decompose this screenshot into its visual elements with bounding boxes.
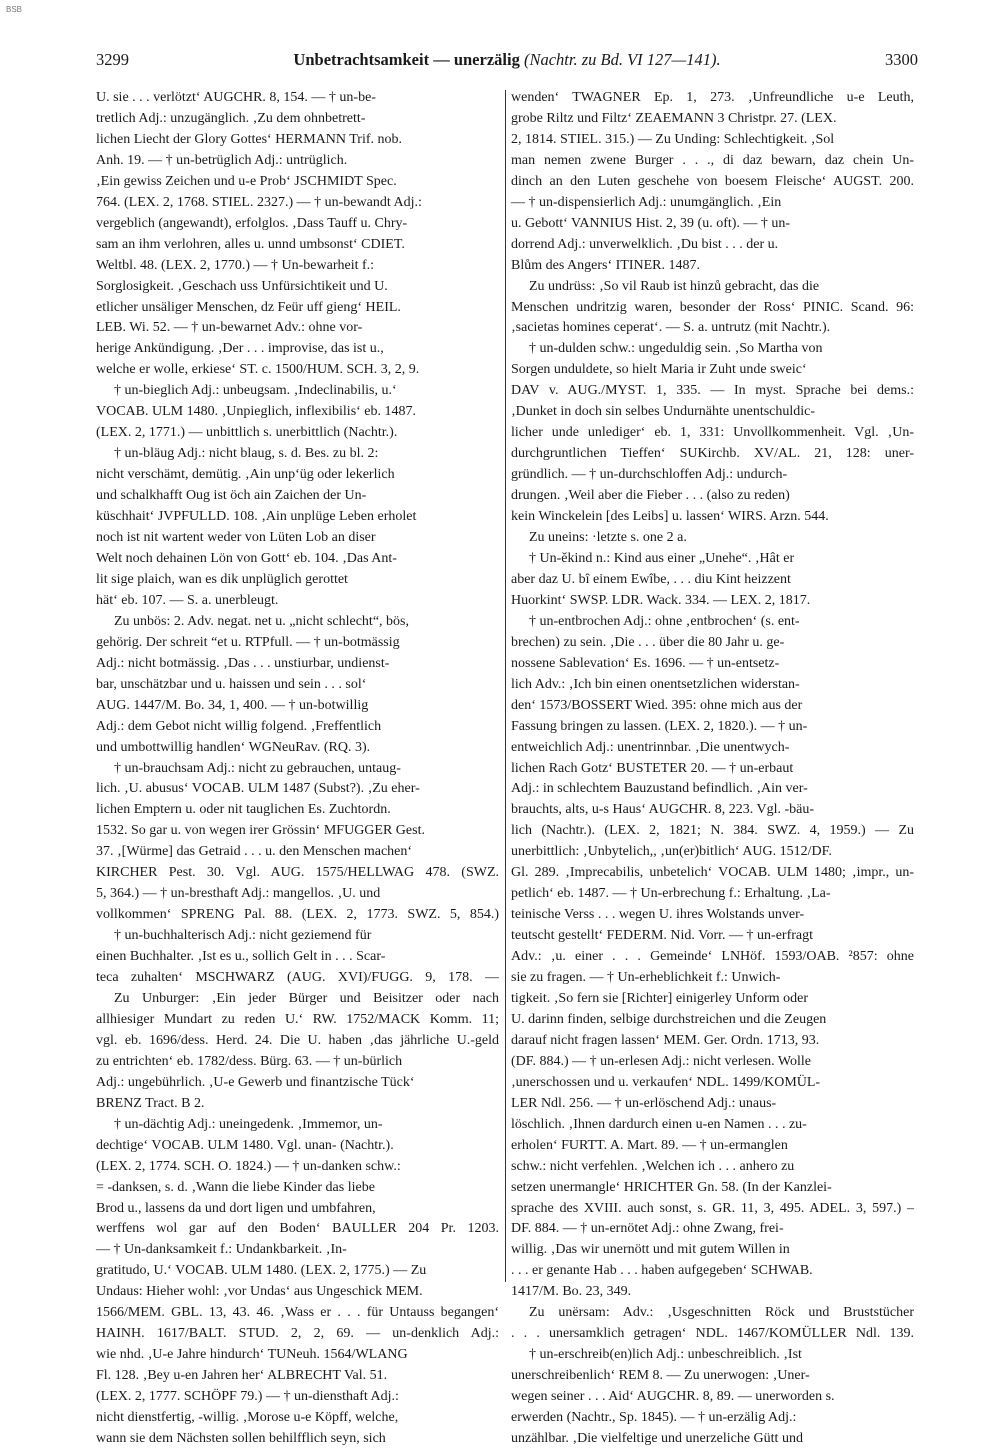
text-line: werffens wol gar auf den Boden‘ BAULLER 204 Pr. 1203. bbox=[96, 1221, 499, 1237]
text-line: nicht verschämt, demütig. ‚Ain unp‘üg oder lekerlich bbox=[96, 467, 395, 483]
text-line: † un-buchhalterisch Adj.: nicht geziemend für bbox=[114, 928, 372, 944]
text-line: HAINH. 1617/BALT. STUD. 2, 2, 69. — un-denklich Adj.: bbox=[96, 1326, 499, 1342]
text-line: lich. ‚U. abusus‘ VOCAB. ULM 1487 (Subst?). ‚Zu eher- bbox=[96, 781, 420, 797]
text-line: nossene Sablevation‘ Es. 1696. — † un-entsetz- bbox=[511, 655, 780, 671]
text-line: ‚unerschossen und u. verkaufen‘ NDL. 1499/KOMÜL- bbox=[511, 1074, 821, 1090]
text-line: 1566/MEM. GBL. 13, 43. 46. ‚Wass er . . . für Untauss begangen‘ bbox=[96, 1305, 499, 1321]
title-headwords: Unbetrachtsamkeit — unerzälig bbox=[293, 50, 520, 69]
text-line: Menschen undritzig waren, besonder der Ross‘ PINIC. Scand. 96: bbox=[511, 299, 914, 315]
text-line: — † Un-danksamkeit f.: Undankbarkeit. ‚In- bbox=[96, 1242, 347, 1258]
text-line: lit sige plaich, wan es dik unplüglich gerottet bbox=[96, 571, 348, 587]
text-line: Zu Unburger: ‚Ein jeder Bürger und Beisitzer oder nach bbox=[114, 990, 499, 1006]
text-line: den‘ 1573/BOSSERT Wied. 395: ohne mich aus der bbox=[511, 697, 803, 713]
text-line: etlicher unsäliger Menschen, dz Feür uff gieng‘ HEIL. bbox=[96, 299, 401, 315]
text-line: sam an ihm verlohren, alles u. unnd umbsonst‘ CDIET. bbox=[96, 236, 405, 252]
text-line: AUG. 1447/M. Bo. 34, 1, 400. — † un-botwillig bbox=[96, 697, 369, 713]
text-line: petlich‘ eb. 1487. — † Un-erbrechung f.: Erhaltung. ‚La- bbox=[511, 886, 831, 902]
text-line: u. Gebott‘ VANNIUS Hist. 2, 39 (u. oft). — † un- bbox=[511, 215, 791, 231]
text-line: (LEX. 2, 1771.) — unbittlich s. unerbittlich (Nachtr.). bbox=[96, 425, 398, 441]
text-line: nicht dienstfertig, -willig. ‚Morose u-e Köpff, welche, bbox=[96, 1410, 399, 1426]
text-line: 5, 364.) — † un-bresthaft Adj.: mangellos. ‚U. und bbox=[96, 886, 381, 902]
text-line: schw.: nicht verfehlen. ‚Welchen ich . . . anhero zu bbox=[511, 1158, 795, 1174]
text-line: 2, 1814. STIEL. 315.) — Zu Unding: Schlechtigkeit. ‚Sol bbox=[511, 131, 835, 147]
text-line: — † un-dispensierlich Adj.: unumgänglich. ‚Ein bbox=[511, 194, 782, 210]
text-line: Adj.: ungebührlich. ‚U-e Gewerb und finantzische Tück‘ bbox=[96, 1074, 415, 1090]
text-line: † un-dulden schw.: ungeduldig sein. ‚So Martha von bbox=[529, 341, 823, 357]
text-line: küschhait‘ JVPFULLD. 108. ‚Ain unplüge Leben erholet bbox=[96, 509, 417, 525]
text-line: Sorglosigkeit. ‚Geschach uss Unfürsichtikeit und U. bbox=[96, 278, 388, 294]
text-line: Weltbl. 48. (LEX. 2, 1770.) — † Un-bewarheit f.: bbox=[96, 257, 375, 273]
text-line: und umbottwillig handlen‘ WGNeuRav. (RQ. 3). bbox=[96, 739, 371, 755]
text-line: brechen) zu sein. ‚Die . . . über die 80 Jahr u. ge- bbox=[511, 634, 785, 650]
text-line: Sorgen unduldete, so hielt Maria ir Zuht unde sweic‘ bbox=[511, 362, 807, 378]
text-line: 764. (LEX. 2, 1768. STIEL. 2327.) — † un-bewandt Adj.: bbox=[96, 194, 422, 210]
text-line: 1532. So gar u. von wegen irer Grössin‘ MFUGGER Gest. bbox=[96, 823, 425, 839]
text-line: ‚Ein gewiss Zeichen und u-e Prob‘ JSCHMIDT Spec. bbox=[96, 173, 397, 189]
text-line: brauchts, alts, u-s Haus‘ AUGCHR. 8, 223. Vgl. -bäu- bbox=[511, 802, 815, 818]
text-line: (LEX. 2, 1777. SCHÖPF 79.) — † un-diensthaft Adj.: bbox=[96, 1389, 399, 1405]
text-line: † un-bieglich Adj.: unbeugsam. ‚Indeclinabilis, u.‘ bbox=[114, 383, 397, 399]
text-line: lichen Liecht der Glory Gottes‘ HERMANN Trif. nob. bbox=[96, 131, 403, 147]
text-line: . . . er genante Hab . . . haben aufgegeben‘ SCHWAB. bbox=[511, 1263, 813, 1279]
running-title bbox=[96, 48, 918, 72]
page-number-right: 3300 bbox=[885, 50, 918, 69]
text-line: teca zuhalten‘ MSCHWARZ (AUG. XVI)/FUGG. 9, 178. — bbox=[96, 970, 499, 986]
text-line: U. darinn finden, selbige durchstreichen und die Zeugen bbox=[511, 1011, 827, 1027]
text-line: DF. 884. — † un-ernötet Adj.: ohne Zwang, frei- bbox=[511, 1221, 784, 1237]
text-line: Huorkint‘ SWSP. LDR. Wack. 334. — LEX. 2, 1817. bbox=[511, 592, 811, 608]
text-line: † un-brauchsam Adj.: nicht zu gebrauchen, untaug- bbox=[114, 760, 401, 776]
text-line: Adj.: dem Gebot nicht willig folgend. ‚Freffentlich bbox=[96, 718, 382, 734]
text-line: vergeblich (angewandt), erfolglos. ‚Dass Tauff u. Chry- bbox=[96, 215, 408, 231]
text-line: Welt noch dehainen Lön von Gott‘ eb. 104. ‚Das Ant- bbox=[96, 550, 397, 566]
text-line: entweichlich Adj.: unentrinnbar. ‚Die unentwych- bbox=[511, 739, 790, 755]
text-line: Blům des Angers‘ ITINER. 1487. bbox=[511, 257, 700, 273]
text-line: gratitudo, U.‘ VOCAB. ULM 1480. (LEX. 2, 1775.) — Zu bbox=[96, 1263, 427, 1279]
text-line: dinch an den Luten geschehe von boesem Fleische‘ AUGST. 200. bbox=[511, 173, 914, 189]
text-line: KIRCHER Pest. 30. Vgl. AUG. 1575/HELLWAG 478. (SWZ. bbox=[96, 865, 499, 881]
text-line: ‚sacietas homines ceperat‘. — S. a. untrutz (mit Nachtr.). bbox=[511, 320, 831, 336]
text-line: Undaus: Hieher wohl: ‚vor Undas‘ aus Ungeschick MEM. bbox=[96, 1284, 423, 1300]
text-line: unerbittlich: ‚Unbytelich,, ‚un(er)bitlich‘ AUG. 1512/DF. bbox=[511, 844, 832, 860]
text-line: Zu unërsam: Adv.: ‚Usgeschnitten Röck und Bruststücher bbox=[529, 1305, 914, 1321]
text-line: sprache des XVIII. auch sonst, s. GR. 11, 3, 495. ADEL. 3, 597.) – bbox=[511, 1200, 914, 1216]
text-line: 1417/M. Bo. 23, 349. bbox=[511, 1284, 632, 1300]
text-line: 37. ‚[Würme] das Getraid . . . u. den Menschen machen‘ bbox=[96, 844, 413, 860]
right-column bbox=[511, 88, 914, 1446]
text-line: vollkommen‘ SPRENG Pal. 88. (LEX. 2, 1773. SWZ. 5, 854.) bbox=[96, 907, 499, 923]
text-line: noch ist nit wartent weder von Lüten Lob an diser bbox=[96, 530, 376, 546]
text-line: löschlich. ‚Ihnen dardurch einen u-en Namen . . . zu- bbox=[511, 1116, 807, 1132]
text-line: † Un-ěkind n.: Kind aus einer „Unehe“. ‚Hât er bbox=[529, 550, 795, 566]
text-line: Zu uneins: ·letzte s. one 2 a. bbox=[529, 530, 687, 546]
text-line: dorrend Adj.: unverwelklich. ‚Du bist . . . der u. bbox=[511, 236, 779, 252]
text-line: † un-dächtig Adj.: uneingedenk. ‚Immemor, un- bbox=[114, 1116, 383, 1132]
text-line: tretlich Adj.: unzugänglich. ‚Zu dem ohnbetrett- bbox=[96, 110, 366, 126]
text-line: † un-bläug Adj.: nicht blaug, s. d. Bes. zu bl. 2: bbox=[114, 446, 379, 462]
text-line: lich Adv.: ‚Ich bin einen onentsetzlichen widerstan- bbox=[511, 676, 800, 692]
text-line: ‚Dunket in doch sin selbes Undurnähte unentschuldic- bbox=[511, 404, 816, 420]
text-line: wegen seiner . . . Aid‘ AUGCHR. 8, 89. — unerworden s. bbox=[511, 1389, 835, 1405]
text-line: setzen unermangle‘ HRICHTER Gn. 58. (In der Kanzlei- bbox=[511, 1179, 832, 1195]
column-divider bbox=[505, 90, 506, 1282]
text-line: durchgruntlichen Tieffen‘ SUKirchb. XV/AL. 21, 128: uner- bbox=[511, 446, 914, 462]
text-line: grobe Riltz und Filtz‘ ZEAEMANN 3 Christpr. 27. (LEX. bbox=[511, 110, 837, 126]
text-line: aber daz U. bî einem Ewîbe, . . . diu Kint heizzent bbox=[511, 571, 791, 587]
text-line: lich (Nachtr.). (LEX. 2, 1821; N. 384. SWZ. 4, 1959.) — Zu bbox=[511, 823, 914, 839]
text-line: Brod u., lassens da und dort ligen und umbfahren, bbox=[96, 1200, 376, 1216]
text-line: erholen‘ FURTT. A. Mart. 89. — † un-ermanglen bbox=[511, 1137, 788, 1153]
text-line: zu entrichten‘ eb. 1782/dess. Bürg. 63. — † un-bürlich bbox=[96, 1053, 403, 1069]
text-line: teinische Verss . . . wegen U. ihres Wolstands unver- bbox=[511, 907, 805, 923]
text-line: allhiesiger Mundart zu reden U.‘ RW. 1752/MACK Komm. 11; bbox=[96, 1011, 499, 1027]
text-line: Zu undrüss: ‚So vil Raub ist hinzů gebracht, das die bbox=[529, 278, 820, 294]
text-line: (DF. 884.) — † un-erlesen Adj.: nicht verlesen. Wolle bbox=[511, 1053, 811, 1069]
text-line: † un-erschreib(en)lich Adj.: unbeschreiblich. ‚Ist bbox=[529, 1347, 802, 1363]
title-reference: (Nachtr. zu Bd. VI 127—141). bbox=[523, 50, 721, 69]
text-line: (LEX. 2, 1774. SCH. O. 1824.) — † un-danken schw.: bbox=[96, 1158, 401, 1174]
text-line: wie nhd. ‚U-e Jahre hindurch‘ TUNeuh. 1564/WLANG bbox=[96, 1347, 408, 1363]
text-line: unerschreibenlich‘ REM 8. — Zu unerwogen: ‚Uner- bbox=[511, 1368, 810, 1384]
text-line: welche er wolle, erkiese‘ ST. c. 1500/HUM. SCH. 3, 2, 9. bbox=[96, 362, 420, 378]
text-line: Adj.: nicht botmässig. ‚Das . . . unstiurbar, undienst- bbox=[96, 655, 390, 671]
text-line: VOCAB. ULM 1480. ‚Unpieglich, inflexibilis‘ eb. 1487. bbox=[96, 404, 417, 420]
text-line: willig. ‚Das wir unernött und mit gutem Willen in bbox=[511, 1242, 790, 1258]
text-line: wenden‘ TWAGNER Ep. 1, 273. ‚Unfreundliche u-e Leuth, bbox=[511, 90, 914, 105]
text-line: bar, unschätzbar und u. haissen und sein . . . sol‘ bbox=[96, 676, 367, 692]
text-line: hät‘ eb. 107. — S. a. unerbleugt. bbox=[96, 592, 279, 608]
left-column bbox=[96, 88, 499, 1446]
text-line: lichen Rach Gotz‘ BUSTETER 20. — † un-erbaut bbox=[511, 760, 794, 776]
text-line: LER Ndl. 256. — † un-erlöschend Adj.: unaus- bbox=[511, 1095, 777, 1111]
text-line: † un-entbrochen Adj.: ohne ‚entbrochen‘ (s. ent- bbox=[529, 613, 800, 629]
text-line: gehörig. Der schreit “et u. RTPfull. — † un-botmässig bbox=[96, 634, 400, 650]
text-line: herige Ankündigung. ‚Der . . . improvise, das ist u., bbox=[96, 341, 384, 357]
text-line: vgl. eb. 1696/dess. Herd. 24. Die U. haben ‚das jährliche U.-geld bbox=[96, 1032, 499, 1048]
text-line: Adj.: in schlechtem Bauzustand befindlich. ‚Ain ver- bbox=[511, 781, 808, 797]
text-line: Anh. 19. — † un-betrüglich Adj.: untrüglich. bbox=[96, 152, 348, 168]
text-line: darauf nicht fragen lassen‘ MEM. Ger. Ordn. 1713, 93. bbox=[511, 1032, 820, 1048]
text-line: gründlich. — † un-durchschloffen Adj.: undurch- bbox=[511, 467, 788, 483]
text-line: tigkeit. ‚So fern sie [Richter] einigerley Unform oder bbox=[511, 990, 809, 1006]
text-line: U. sie . . . verlötzt‘ AUGCHR. 8, 154. — † un-be- bbox=[96, 90, 376, 105]
text-line: Gl. 289. ‚Imprecabilis, unbetelich‘ VOCAB. ULM 1480; ‚impr., un- bbox=[511, 865, 914, 881]
text-line: BRENZ Tract. B 2. bbox=[96, 1095, 205, 1111]
text-line: erwerden (Nachtr., Sp. 1845). — † un-erzälig Adj.: bbox=[511, 1410, 797, 1426]
text-line: wann sie dem Nächsten sollen behilfflich seyn, sich bbox=[96, 1431, 386, 1446]
text-line: man nemen zwene Burger . . ., di daz bewarn, daz chein Un- bbox=[511, 152, 914, 168]
text-line: LEB. Wi. 52. — † un-bewarnet Adv.: ohne vor- bbox=[96, 320, 363, 336]
text-line: lichen Emptern u. oder nit tauglichen Es. Zuchtordn. bbox=[96, 802, 391, 818]
text-line: Fl. 128. ‚Bey u-en Jahren her‘ ALBRECHT Val. 51. bbox=[96, 1368, 388, 1384]
text-line: sie zu fragen. — † Un-erheblichkeit f.: Unwich- bbox=[511, 970, 781, 986]
text-line: DAV v. AUG./MYST. 1, 335. — In myst. Sprache bei dems.: bbox=[511, 383, 914, 399]
text-line: einen Buchhalter. ‚Ist es u., sollich Gelt in . . . Scar- bbox=[96, 949, 386, 965]
page-number-left: 3299 bbox=[96, 50, 129, 69]
text-line: dechtige‘ VOCAB. ULM 1480. Vgl. unan- (Nachtr.). bbox=[96, 1137, 394, 1153]
text-line: Adv.: ‚u. einer . . . Gemeinde‘ LNHöf. 1593/OAB. ²857: ohne bbox=[511, 949, 914, 965]
library-stamp: BSB bbox=[6, 5, 23, 14]
text-line: teutscht gestellt‘ FEDERM. Nid. Vorr. — † un-erfragt bbox=[511, 928, 813, 944]
text-line: und schalkhafft Oug ist öch ain Zaichen der Un- bbox=[96, 488, 367, 504]
text-line: kein Winckelein [des Leibs] u. lassen‘ WIRS. Arzn. 544. bbox=[511, 509, 829, 525]
text-line: = -danksen, s. d. ‚Wann die liebe Kinder das liebe bbox=[96, 1179, 375, 1195]
text-line: drungen. ‚Weil aber die Fieber . . . (also zu reden) bbox=[511, 488, 790, 504]
text-line: . . . unersamklich getragen‘ NDL. 1467/KOMÜLLER Ndl. 139. bbox=[511, 1326, 914, 1342]
text-line: licher unde unlediger‘ eb. 1, 331: Unvollkommenheit. Vgl. ‚Un- bbox=[511, 425, 914, 441]
page-header bbox=[96, 48, 918, 72]
text-line: Zu unbös: 2. Adv. negat. net u. „nicht schlecht“, bös, bbox=[114, 613, 409, 629]
text-line: unzählbar. ‚Die vielfeltige und unerzeliche Gütt und bbox=[511, 1431, 803, 1446]
text-line: Fassung bringen zu lassen. (LEX. 2, 1820.). — † un- bbox=[511, 718, 808, 734]
